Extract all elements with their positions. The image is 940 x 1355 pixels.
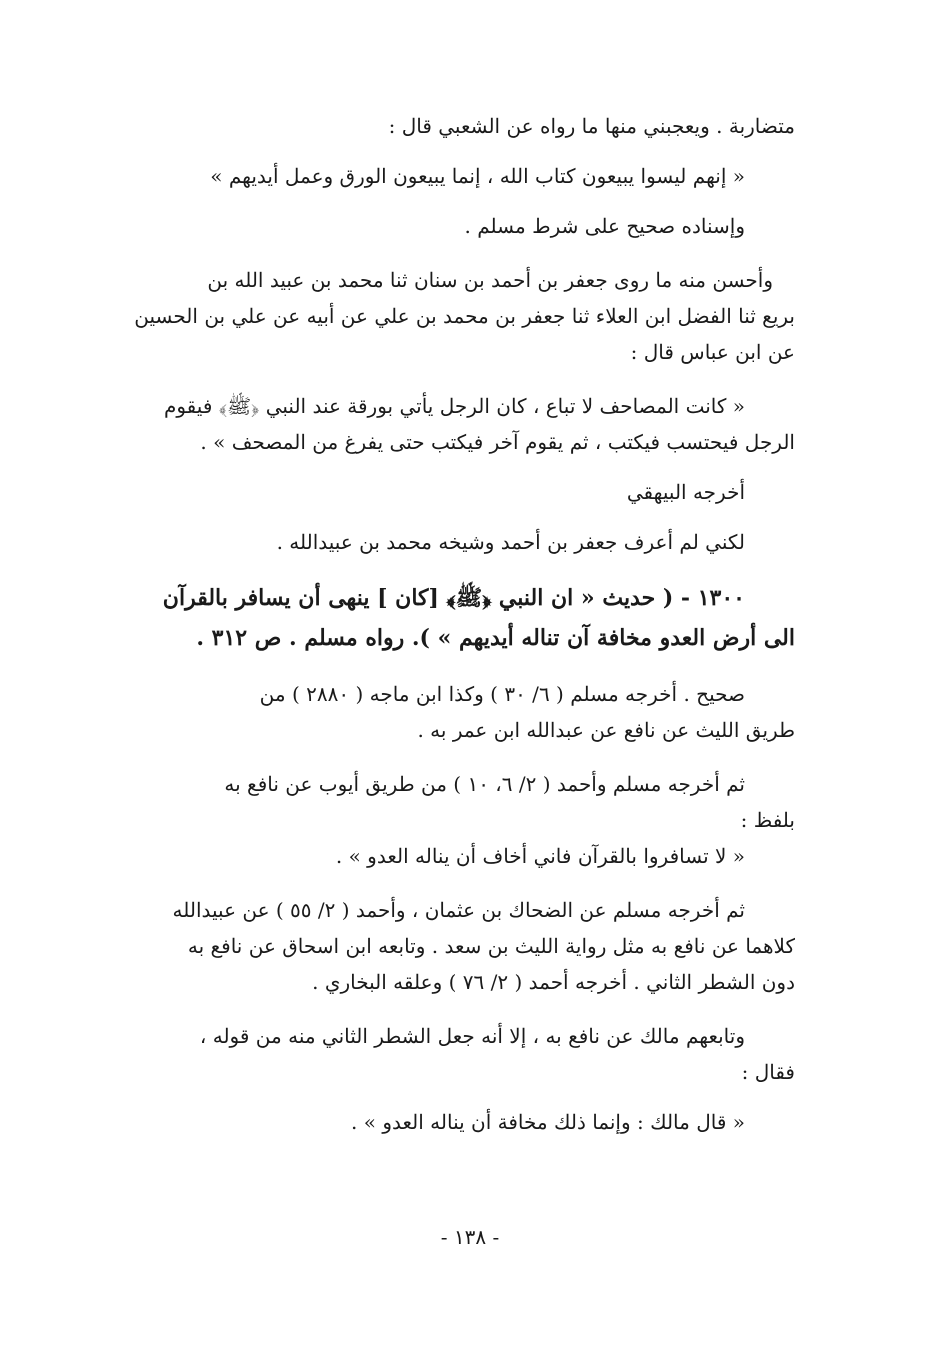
paragraph-6 bbox=[105, 474, 795, 510]
text-line: وأحسن منه ما روى جعفر بن أحمد بن سنان ثنا محمد بن عبيد الله بن bbox=[207, 268, 773, 292]
text-line: فقال : bbox=[741, 1060, 795, 1084]
text-line: « لا تسافروا بالقرآن فاني أخاف أن يناله العدو » . bbox=[335, 844, 745, 868]
text-line: أخرجه البيهقي bbox=[626, 480, 745, 504]
text-line: « قال مالك : وإنما ذلك مخافة أن يناله العدو » . bbox=[351, 1110, 745, 1134]
text-line: لكني لم أعرف جعفر بن أحمد وشيخه محمد بن عبيدالله . bbox=[276, 530, 745, 554]
paragraph-7 bbox=[105, 524, 795, 560]
page-number: - ١٣٨ - bbox=[440, 1225, 500, 1249]
paragraph-5-quote bbox=[105, 388, 795, 460]
hadith-1300 bbox=[105, 578, 795, 658]
text-line: بريع ثنا الفضل ابن العلاء ثنا جعفر بن محمد بن علي عن أبيه عن علي بن الحسين bbox=[134, 304, 795, 328]
paragraph-2-quote bbox=[105, 158, 795, 194]
paragraph-10 bbox=[105, 766, 795, 838]
paragraph-3 bbox=[105, 208, 795, 244]
hadith-heading-line: الى أرض العدو مخافة آن تناله أيديهم » ). رواه مسلم . ص ٣١٢ . bbox=[196, 625, 795, 651]
paragraph-9 bbox=[105, 676, 795, 748]
paragraph-1 bbox=[105, 108, 795, 144]
text-line: الرجل فيحتسب فيكتب ، ثم يقوم آخر فيكتب حتى يفرغ من المصحف » . bbox=[200, 430, 795, 454]
paragraph-11-quote bbox=[105, 838, 795, 874]
text-line: متضاربة . ويعجبني منها ما رواه عن الشعبي قال : bbox=[388, 114, 795, 138]
page-body bbox=[105, 108, 795, 1140]
text-line: صحيح . أخرجه مسلم ( ٦/ ٣٠ ) وكذا ابن ماجه ( ٢٨٨٠ ) من bbox=[259, 682, 745, 706]
text-line: بلفظ : bbox=[740, 808, 795, 832]
paragraph-13 bbox=[105, 1018, 795, 1090]
text-line: ثم أخرجه مسلم عن الضحاك بن عثمان ، وأحمد ( ٢/ ٥٥ ) عن عبيدالله bbox=[172, 898, 745, 922]
hadith-heading-line: ١٣٠٠ - ( حديث « ان النبي ﴿ﷺ﴾ [كان ] ينهى أن يسافر بالقرآن bbox=[162, 585, 745, 611]
text-line: « كانت المصاحف لا تباع ، كان الرجل يأتي بورقة عند النبي ﴿ﷺ﴾ فيقوم bbox=[163, 394, 745, 418]
text-line: عن ابن عباس قال : bbox=[630, 340, 795, 364]
text-line: كلاهما عن نافع به مثل رواية الليث بن سعد . وتابعه ابن اسحاق عن نافع به bbox=[187, 934, 795, 958]
paragraph-14-quote bbox=[105, 1104, 795, 1140]
text-line: طريق الليث عن نافع عن عبدالله ابن عمر به . bbox=[417, 718, 795, 742]
text-line: وتابعهم مالك عن نافع به ، إلا أنه جعل الشطر الثاني منه من قوله ، bbox=[199, 1024, 745, 1048]
text-line: ثم أخرجه مسلم وأحمد ( ٢/ ٦، ١٠ ) من طريق أيوب عن نافع به bbox=[224, 772, 745, 796]
text-line: وإسناده صحيح على شرط مسلم . bbox=[464, 214, 745, 238]
paragraph-4 bbox=[105, 262, 795, 370]
text-line: « إنهم ليسوا يبيعون كتاب الله ، إنما يبيعون الورق وعمل أيديهم » bbox=[210, 164, 745, 188]
text-line: دون الشطر الثاني . أخرجه أحمد ( ٢/ ٧٦ ) وعلقه البخاري . bbox=[312, 970, 795, 994]
paragraph-12 bbox=[105, 892, 795, 1000]
